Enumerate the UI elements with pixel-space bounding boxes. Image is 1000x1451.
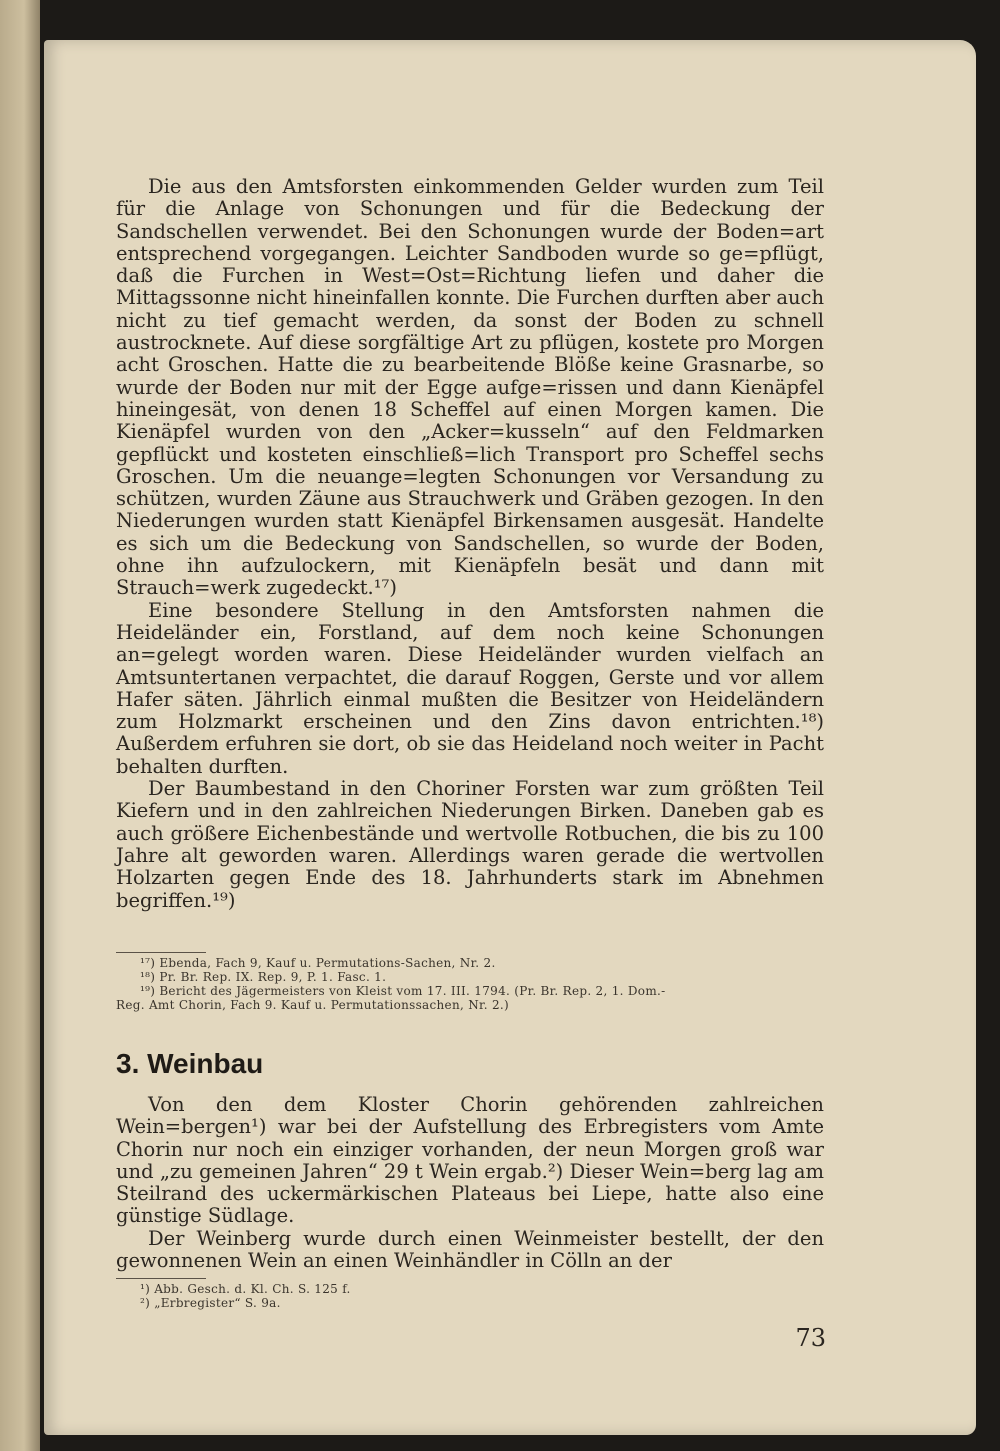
footnote-rule-2 [116, 1278, 206, 1279]
paragraph-tree-stock: Der Baumbestand in den Choriner Forsten war zum größten Teil Kiefern und in den zahlreichen Niederungen Birken. Daneben gab es auch größere Eichenbestände und wertvolle Rotbuchen, die bis zu 100 Jahre alt geworden waren. Allerdings waren gerade die wertvollen Holzarten gegen Ende des 18. Jahrhunderts stark im Abnehmen begriffen.¹⁹) [116, 777, 824, 912]
paragraph-afforestation: Die aus den Amtsforsten einkommenden Gelder wurden zum Teil für die Anlage von Schonungen und für die Bedeckung der Sandschellen verwendet. Bei den Schonungen wurde der Boden=art entsprechend vorgegangen. Leichter Sandboden wurde so ge=pflügt, daß die Furchen in West=Ost=Richtung liefen und daher die Mittagssonne nicht hineinfallen konnte. Die Furchen durften aber auch nicht zu tief gemacht werden, da sonst der Boden zu schnell austrocknete. Auf diese sorgfältige Art zu pflügen, kostete pro Morgen acht Groschen. Hatte die zu bearbeitende Blöße keine Grasnarbe, so wurde der Boden nur mit der Egge aufge=rissen und dann Kienäpfel hineingesät, von denen 18 Scheffel auf einen Morgen kamen. Die Kienäpfel wurden von den „Acker=kusseln“ auf den Feldmarken gepflückt und kosteten einschließ=lich Transport pro Scheffel sechs Groschen. Um die neuange=legten Schonungen vor Versandung zu schützen, wurden Zäune aus Strauchwerk und Gräben gezogen. In den Niederungen wurden statt Kienäpfel Birkensamen ausgesät. Handelte es sich um die Bedeckung von Sandschellen, so wurde der Boden, ohne ihn aufzulockern, mit Kienäpfeln besät und dann mit Strauch=werk zugedeckt.¹⁷) [116, 175, 824, 600]
section-wine-text [116, 1094, 824, 1272]
page-number: 73 [795, 1324, 826, 1352]
paragraph-heathland: Eine besondere Stellung in den Amtsforsten nahmen die Heideländer ein, Forstland, auf dem noch keine Schonungen an=gelegt worden waren. Diese Heideländer wurden vielfach an Amtsuntertanen verpachtet, die darauf Roggen, Gerste und vor allem Hafer säten. Jährlich einmal mußten die Besitzer von Heideländern zum Holzmarkt erscheinen und den Zins davon entrichten.¹⁸) Außerdem erfuhren sie dort, ob sie das Heideland noch weiter in Pacht behalten durften. [116, 598, 824, 778]
footnote-18: ¹⁸) Pr. Br. Rep. IX. Rep. 9, P. 1. Fasc. 1. [140, 970, 387, 984]
footnote-19-continued: Reg. Amt Chorin, Fach 9. Kauf u. Permutationssachen, Nr. 2.) [116, 998, 509, 1012]
section-heading: 3. Weinbau [116, 1048, 264, 1079]
facing-page-edge [0, 0, 40, 1451]
paragraph-wine-master: Der Weinberg wurde durch einen Weinmeister bestellt, der den gewonnenen Wein an einen Weinhändler in Cölln an der [116, 1226, 824, 1273]
footnote-rule [116, 952, 206, 953]
paragraph-vineyard: Von den dem Kloster Chorin gehörenden zahlreichen Wein=bergen¹) war bei der Aufstellung des Erbregisters vom Amte Chorin nur noch ein einziger vorhanden, der neun Morgen groß war und „zu gemeinen Jahren“ 29 t Wein ergab.²) Dieser Wein=berg lag am Steilrand des uckermärkischen Plateaus bei Liepe, hatte also eine günstige Südlage. [116, 1093, 824, 1228]
footnote-1: ¹) Abb. Gesch. d. Kl. Ch. S. 125 f. [140, 1282, 351, 1296]
footnote-2: ²) „Erbregister“ S. 9a. [140, 1296, 281, 1310]
footnote-17: ¹⁷) Ebenda, Fach 9, Kauf u. Permutations-Sachen, Nr. 2. [140, 956, 496, 970]
footnote-19: ¹⁹) Bericht des Jägermeisters von Kleist vom 17. III. 1794. (Pr. Br. Rep. 2, 1. Dom.- [140, 984, 666, 998]
footnotes-section2 [116, 1282, 824, 1310]
footnotes-section1 [116, 956, 824, 1012]
section-forest-text [116, 176, 824, 912]
